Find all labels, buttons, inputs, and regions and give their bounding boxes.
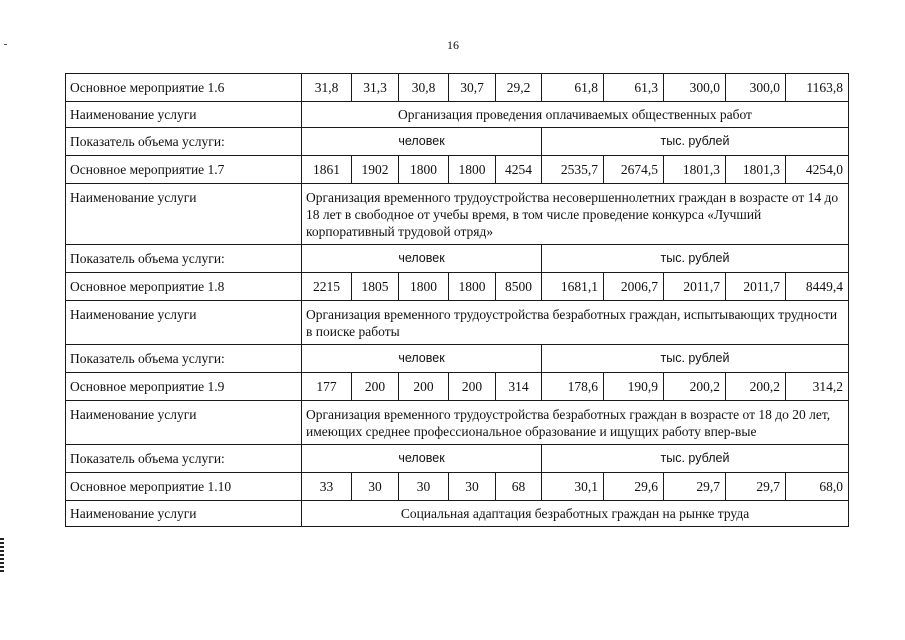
volume-indicator-row bbox=[66, 445, 849, 473]
page-number: 16 bbox=[447, 38, 459, 52]
service-name-row bbox=[66, 102, 849, 128]
unit-persons: человек bbox=[302, 345, 542, 373]
event-label: Основное мероприятие 1.8 bbox=[66, 273, 302, 301]
event-row bbox=[66, 273, 849, 301]
value-cell: 61,8 bbox=[542, 74, 604, 102]
unit-persons: человек bbox=[302, 445, 542, 473]
service-name-label: Наименование услуги bbox=[66, 401, 302, 445]
value-cell: 8449,4 bbox=[786, 273, 849, 301]
service-name-text: Организация проведения оплачиваемых общественных работ bbox=[302, 102, 849, 128]
value-cell: 200 bbox=[449, 373, 496, 401]
value-cell: 30 bbox=[449, 473, 496, 501]
value-cell: 2011,7 bbox=[726, 273, 786, 301]
volume-indicator-label: Показатель объема услуги: bbox=[66, 245, 302, 273]
value-cell: 200,2 bbox=[726, 373, 786, 401]
value-cell: 1800 bbox=[449, 156, 496, 184]
unit-persons: человек bbox=[302, 128, 542, 156]
unit-thousand-rubles: тыс. рублей bbox=[542, 245, 849, 273]
volume-indicator-label: Показатель объема услуги: bbox=[66, 445, 302, 473]
value-cell: 29,7 bbox=[664, 473, 726, 501]
unit-thousand-rubles: тыс. рублей bbox=[542, 128, 849, 156]
value-cell: 1681,1 bbox=[542, 273, 604, 301]
event-row bbox=[66, 74, 849, 102]
event-row bbox=[66, 156, 849, 184]
service-name-row bbox=[66, 501, 849, 527]
service-name-text: Организация временного трудоустройства несовершеннолетних граждан в возрасте от 14 до 18 лет в свободное от учебы время, в том числе проведение конкурса «Лучший корпоративный трудовой отряд» bbox=[302, 184, 849, 245]
value-cell: 8500 bbox=[496, 273, 542, 301]
services-table bbox=[65, 73, 849, 527]
value-cell: 30,8 bbox=[399, 74, 449, 102]
value-cell: 30 bbox=[352, 473, 399, 501]
value-cell: 29,6 bbox=[604, 473, 664, 501]
scan-edge-barcode bbox=[0, 538, 4, 574]
value-cell: 1800 bbox=[449, 273, 496, 301]
value-cell: 30 bbox=[399, 473, 449, 501]
value-cell: 314 bbox=[496, 373, 542, 401]
value-cell: 29,2 bbox=[496, 74, 542, 102]
value-cell: 1902 bbox=[352, 156, 399, 184]
service-name-label: Наименование услуги bbox=[66, 501, 302, 527]
event-label: Основное мероприятие 1.10 bbox=[66, 473, 302, 501]
value-cell: 314,2 bbox=[786, 373, 849, 401]
service-name-label: Наименование услуги bbox=[66, 301, 302, 345]
value-cell: 4254 bbox=[496, 156, 542, 184]
value-cell: 200 bbox=[352, 373, 399, 401]
value-cell: 177 bbox=[302, 373, 352, 401]
volume-indicator-row bbox=[66, 245, 849, 273]
value-cell: 1800 bbox=[399, 273, 449, 301]
unit-thousand-rubles: тыс. рублей bbox=[542, 445, 849, 473]
value-cell: 178,6 bbox=[542, 373, 604, 401]
service-name-label: Наименование услуги bbox=[66, 102, 302, 128]
value-cell: 300,0 bbox=[726, 74, 786, 102]
event-label: Основное мероприятие 1.7 bbox=[66, 156, 302, 184]
value-cell: 61,3 bbox=[604, 74, 664, 102]
unit-thousand-rubles: тыс. рублей bbox=[542, 345, 849, 373]
value-cell: 2006,7 bbox=[604, 273, 664, 301]
volume-indicator-row bbox=[66, 128, 849, 156]
value-cell: 2674,5 bbox=[604, 156, 664, 184]
service-name-text: Организация временного трудоустройства безработных граждан в возрасте от 18 до 20 лет, имеющих среднее профессиональное образование и ищущих работу впер-вые bbox=[302, 401, 849, 445]
event-row bbox=[66, 373, 849, 401]
event-label: Основное мероприятие 1.6 bbox=[66, 74, 302, 102]
event-label: Основное мероприятие 1.9 bbox=[66, 373, 302, 401]
value-cell: 31,8 bbox=[302, 74, 352, 102]
service-name-row bbox=[66, 401, 849, 445]
value-cell: 1801,3 bbox=[726, 156, 786, 184]
volume-indicator-label: Показатель объема услуги: bbox=[66, 128, 302, 156]
service-name-text: Социальная адаптация безработных граждан на рынке труда bbox=[302, 501, 849, 527]
value-cell: 1801,3 bbox=[664, 156, 726, 184]
service-name-row bbox=[66, 184, 849, 245]
value-cell: 200 bbox=[399, 373, 449, 401]
value-cell: 1861 bbox=[302, 156, 352, 184]
value-cell: 190,9 bbox=[604, 373, 664, 401]
value-cell: 31,3 bbox=[352, 74, 399, 102]
service-name-row bbox=[66, 301, 849, 345]
table-body bbox=[66, 74, 849, 527]
value-cell: 30,1 bbox=[542, 473, 604, 501]
event-row bbox=[66, 473, 849, 501]
value-cell: 68 bbox=[496, 473, 542, 501]
volume-indicator-label: Показатель объема услуги: bbox=[66, 345, 302, 373]
value-cell: 2535,7 bbox=[542, 156, 604, 184]
value-cell: 2215 bbox=[302, 273, 352, 301]
value-cell: 33 bbox=[302, 473, 352, 501]
value-cell: 1800 bbox=[399, 156, 449, 184]
unit-persons: человек bbox=[302, 245, 542, 273]
value-cell: 30,7 bbox=[449, 74, 496, 102]
value-cell: 29,7 bbox=[726, 473, 786, 501]
scan-edge-mark bbox=[4, 44, 7, 45]
value-cell: 68,0 bbox=[786, 473, 849, 501]
value-cell: 4254,0 bbox=[786, 156, 849, 184]
value-cell: 200,2 bbox=[664, 373, 726, 401]
value-cell: 1163,8 bbox=[786, 74, 849, 102]
service-name-label: Наименование услуги bbox=[66, 184, 302, 245]
value-cell: 300,0 bbox=[664, 74, 726, 102]
value-cell: 1805 bbox=[352, 273, 399, 301]
service-name-text: Организация временного трудоустройства безработных граждан, испытывающих трудности в поиске работы bbox=[302, 301, 849, 345]
volume-indicator-row bbox=[66, 345, 849, 373]
value-cell: 2011,7 bbox=[664, 273, 726, 301]
